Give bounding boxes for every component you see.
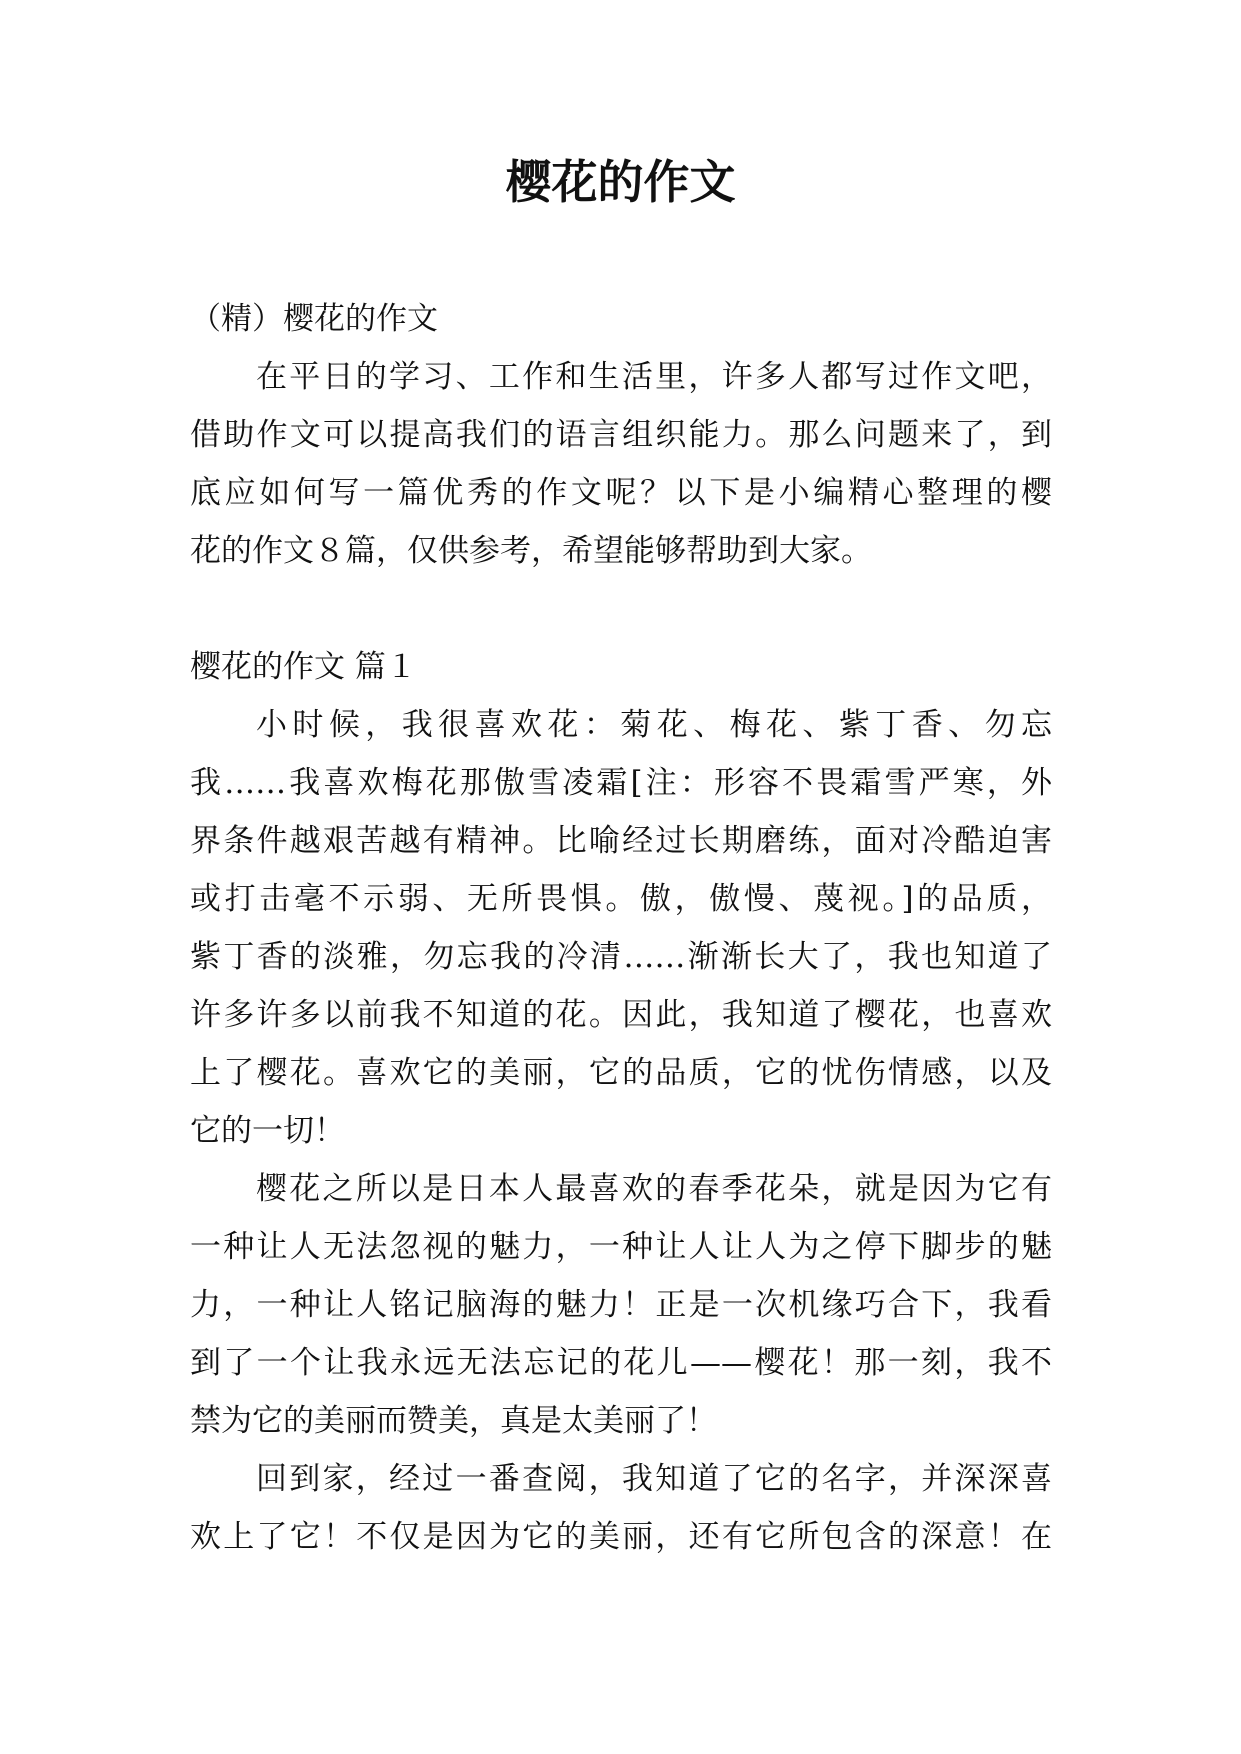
paragraph-line: 禁为它的美丽而赞美，真是太美丽了！: [190, 1403, 717, 1439]
paragraph-line: 紫丁香的淡雅，勿忘我的冷清……渐渐长大了，我也知道了: [190, 939, 1052, 975]
paragraph-line: 力，一种让人铭记脑海的魅力！正是一次机缘巧合下，我看: [190, 1287, 1052, 1323]
document-title: 樱花的作文: [505, 155, 736, 209]
paragraph-line: 我……我喜欢梅花那傲雪凌霜[注：形容不畏霜雪严寒，外: [190, 765, 1052, 801]
paragraph-line: 到了一个让我永远无法忘记的花儿——樱花！那一刻，我不: [190, 1345, 1052, 1381]
paragraph-line: 许多许多以前我不知道的花。因此，我知道了樱花，也喜欢: [190, 997, 1052, 1033]
paragraph-line: 界条件越艰苦越有精神。比喻经过长期磨练，面对冷酷迫害: [190, 823, 1052, 859]
intro-line: 底应如何写一篇优秀的作文呢？以下是小编精心整理的樱: [190, 475, 1052, 511]
paragraph-line: 它的一切！: [190, 1113, 345, 1149]
paragraph-line: 樱花之所以是日本人最喜欢的春季花朵，就是因为它有: [256, 1171, 1052, 1207]
paragraph-line: 或打击毫不示弱、无所畏惧。傲，傲慢、蔑视。]的品质，: [190, 881, 1052, 917]
paragraph-line: 上了樱花。喜欢它的美丽，它的品质，它的忧伤情感，以及: [190, 1055, 1052, 1091]
spacer: [190, 580, 1052, 638]
intro-line: 在平日的学习、工作和生活里，许多人都写过作文吧，: [256, 359, 1052, 395]
paragraph-line: 小时候，我很喜欢花：菊花、梅花、紫丁香、勿忘: [256, 707, 1052, 743]
document-body: [190, 290, 1052, 1566]
section-heading: 樱花的作文 篇１: [190, 649, 417, 685]
intro-label: （精）樱花的作文: [190, 301, 438, 337]
intro-line: 花的作文８篇，仅供参考，希望能够帮助到大家。: [190, 533, 872, 569]
intro-line: 借助作文可以提高我们的语言组织能力。那么问题来了，到: [190, 417, 1052, 453]
paragraph-line: 欢上了它！不仅是因为它的美丽，还有它所包含的深意！在: [190, 1519, 1052, 1555]
paragraph-line: 回到家，经过一番查阅，我知道了它的名字，并深深喜: [256, 1461, 1052, 1497]
paragraph-line: 一种让人无法忽视的魅力，一种让人让人为之停下脚步的魅: [190, 1229, 1052, 1265]
